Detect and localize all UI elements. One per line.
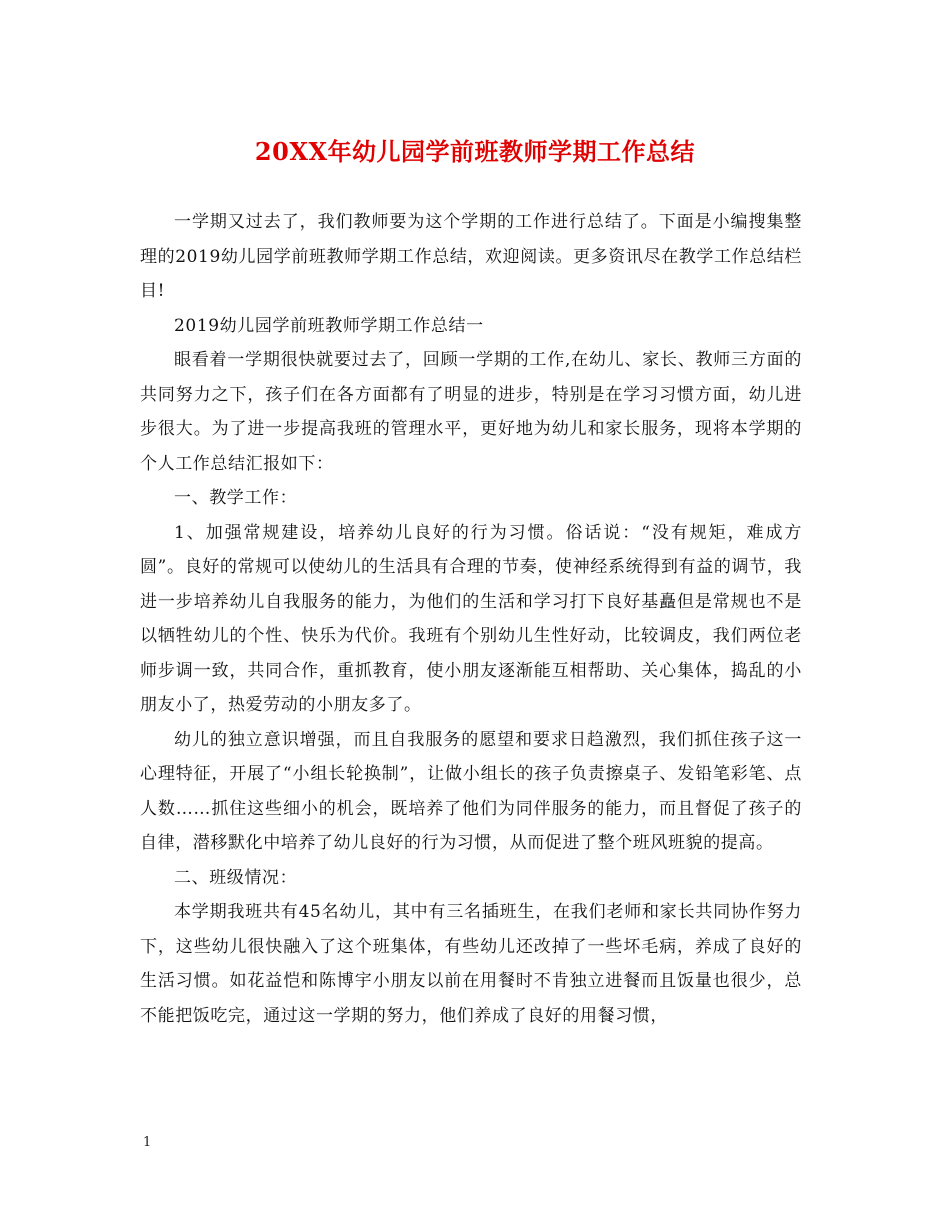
- routine-paragraph: 1、加强常规建设，培养幼儿良好的行为习惯。俗话说：“没有规矩，难成方圆”。良好的常规可以使幼儿的生活具有合理的节奏，使神经系统得到有益的调节，我进一步培养幼儿自我服务的能力，为他们的生活和学习打下良好基矗但是常规也不是以牺牲幼儿的个性、快乐为代价。我班有个别幼儿生性好动，比较调皮，我们两位老师步调一致，共同合作，重抓教育，使小朋友逐渐能互相帮助、关心集体，捣乱的小朋友小了，热爱劳动的小朋友多了。: [140, 522, 802, 715]
- class-paragraph: 本学期我班共有45名幼儿，其中有三名插班生，在我们老师和家长共同协作努力下，这些幼儿很快融入了这个班集体，有些幼儿还改掉了一些坏毛病，养成了良好的生活习惯。如花益恺和陈博宇小朋友以前在用餐时不肯独立进餐而且饭量也很少，总不能把饭吃完，通过这一学期的努力，他们养成了良好的用餐习惯，: [140, 902, 802, 1026]
- independence-paragraph: 幼儿的独立意识增强，而且自我服务的愿望和要求日趋激烈，我们抓住孩子这一心理特征，开展了“小组长轮换制”，让做小组长的孩子负责擦桌子、发铅笔彩笔、点人数……抓住这些细小的机会，既培养了他们为同伴服务的能力，而且督促了孩子的自律，潜移默化中培养了幼儿良好的行为习惯，从而促进了整个班风班貌的提高。: [140, 729, 802, 853]
- document-body: [140, 205, 802, 1033]
- page-number: 1: [143, 1135, 152, 1150]
- heading-teaching-work: 一、教学工作：: [174, 488, 298, 508]
- heading-class-situation: 二、班级情况：: [174, 867, 298, 888]
- intro-paragraph: 一学期又过去了，我们教师要为这个学期的工作进行总结了。下面是小编搜集整理的2019幼儿园学前班教师学期工作总结，欢迎阅读。更多资讯尽在教学工作总结栏目!: [140, 212, 802, 301]
- overview-paragraph: 眼看着一学期很快就要过去了，回顾一学期的工作,在幼儿、家长、教师三方面的共同努力之下，孩子们在各方面都有了明显的进步，特别是在学习习惯方面，幼儿进步很大。为了进一步提高我班的管理水平，更好地为幼儿和家长服务，现将本学期的个人工作总结汇报如下：: [140, 350, 802, 474]
- section-subtitle: 2019幼儿园学前班教师学期工作总结一: [174, 315, 484, 336]
- document-title: 20XX年幼儿园学前班教师学期工作总结: [254, 137, 696, 166]
